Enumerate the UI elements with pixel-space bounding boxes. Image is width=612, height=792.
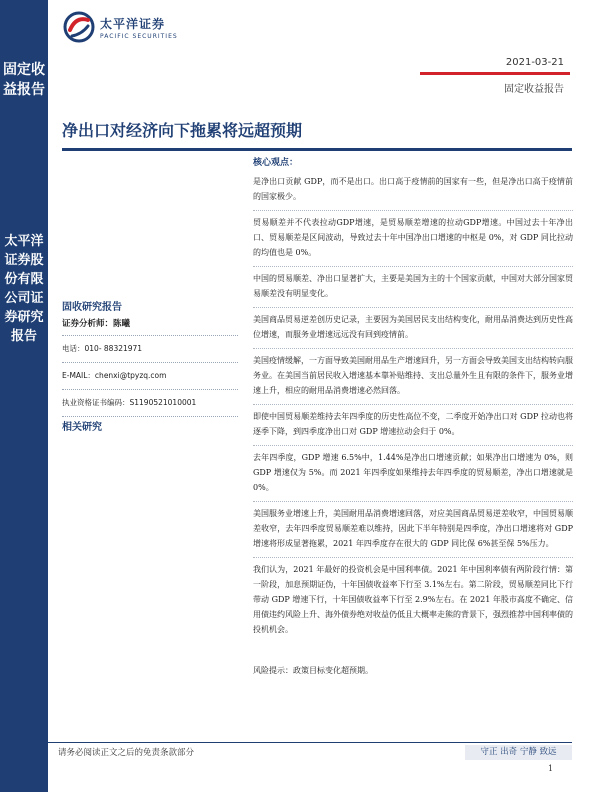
- page-title: 净出口对经济向下拖累将远超预期: [62, 121, 303, 140]
- footer-divider: [48, 742, 572, 743]
- related-label: 相关研究: [62, 422, 102, 433]
- analyst-block: [62, 298, 238, 423]
- paragraph: 美国疫情缓解，一方面导致美国耐用品生产增速回升，另一方面会导致美国支出结构转向服务业。在美国当前居民收入增速基本靠补贴维持、支出总量外生且有限的条件下，服务业增速上升，相应的耐用品消费增速必然回落。: [253, 349, 573, 405]
- logo-swirl-icon: [62, 10, 96, 44]
- analyst-phone: 电话：010- 88321971: [62, 344, 143, 353]
- logo-name-cn: 太平洋证券: [100, 16, 166, 31]
- paragraph: 美国商品贸易逆差创历史记录，主要因为美国居民支出结构变化，耐用品消费达到历史性高位增速，而服务业增速远远没有回到疫情前。: [253, 308, 573, 349]
- logo-name-en: PACIFIC SECURITIES: [100, 32, 178, 40]
- paragraph: 我们认为，2021 年最好的投资机会是中国利率债。2021 年中国利率债有两阶段行情：第一阶段，加息预期证伪，十年国债收益率下行至 3.1%左右。第二阶段，贸易顺差同比下行带动 GDP 增速下行，十年国债收益率下行至 2.9%左右。在 2021 年股市高度不确定、信用债违约风险上升、海外债券绝对收益仍低且大概率走熊的背景下，强烈推荐中国利率债的投机机会。: [253, 565, 573, 634]
- header-accent-line: [420, 72, 570, 75]
- sidebar: [0, 0, 48, 792]
- analyst-email: E-MAIL：chenxi@tpyzq.com: [62, 371, 167, 380]
- paragraph: 中国的贸易顺差、净出口显著扩大，主要是美国为主的十个国家贡献，中国对大部分国家贸易顺差没有明显变化。: [253, 267, 573, 308]
- page-number: 1: [548, 764, 554, 773]
- analyst-name: 证券分析师：陈曦: [62, 319, 131, 329]
- related-research: [62, 418, 238, 433]
- paragraph: 是净出口贡献 GDP，而不是出口。出口高于疫情前的国家有一些，但是净出口高于疫情前的国家极少。: [253, 170, 573, 211]
- paragraph: 去年四季度，GDP 增速 6.5%中，1.44%是净出口增速贡献；如果净出口增速为 0%，则 GDP 增速仅为 5%。而 2021 年四季度如果维持去年四季度的贸易顺差，净出口增速就是 0%。: [253, 446, 573, 502]
- core-views: [253, 155, 573, 678]
- paragraph: 贸易顺差并不代表拉动GDP增速，是贸易顺差增速的拉动GDP增速。中国过去十年净出口、贸易顺差是区间波动，导致过去十年中国净出口增速的中枢是 0%，对 GDP 同比拉动的均值也是 0%。: [253, 211, 573, 267]
- sidebar-firm: 太平洋证券股份有限公司证券研究报告: [4, 234, 44, 344]
- company-logo: [62, 10, 178, 44]
- report-type: 固定收益报告: [504, 84, 564, 95]
- risk-warning: 风险提示：政策目标变化超预期。: [253, 666, 373, 675]
- divider: [62, 335, 238, 336]
- divider: [62, 416, 238, 417]
- report-label: 固收研究报告: [62, 302, 122, 313]
- analyst-license: 执业资格证书编码：S1190521010001: [62, 398, 197, 407]
- paragraph: 即使中国贸易顺差维持去年四季度的历史性高位不变，二季度开始净出口对 GDP 拉动也将逐季下降，到四季度净出口对 GDP 增速拉动会归于 0%。: [253, 405, 573, 446]
- title-divider: [62, 148, 572, 151]
- paragraph: 美国服务业增速上升，美国耐用品消费增速回落，对应美国商品贸易逆差收窄，中国贸易顺差收窄，去年四季度贸易顺差难以维持，因此下半年特别是四季度，净出口增速将对 GDP 增速将形成显著拖累，2021 年四季度存在很大的 GDP 同比保 6%甚至保 5%压力。: [253, 502, 573, 558]
- sidebar-category: 固定收益报告: [3, 62, 45, 98]
- footer-disclaimer: 请务必阅读正文之后的免责条款部分: [58, 748, 195, 758]
- core-label: 核心观点：: [253, 158, 299, 168]
- divider: [62, 389, 238, 390]
- report-date: 2021-03-21: [505, 57, 564, 68]
- divider: [62, 362, 238, 363]
- footer-motto: 守正 出奇 宁静 致远: [465, 745, 572, 760]
